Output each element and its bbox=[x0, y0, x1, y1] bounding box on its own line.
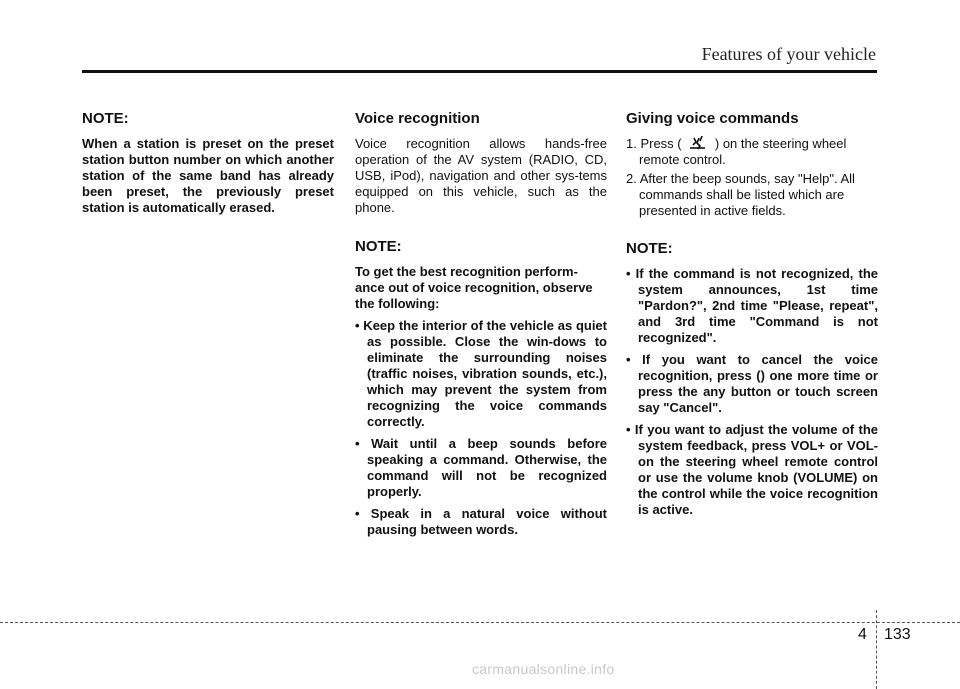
voice-command-icon bbox=[685, 136, 711, 150]
header-rule bbox=[82, 70, 877, 73]
note-heading: NOTE: bbox=[355, 238, 402, 255]
footer-vertical-divider bbox=[876, 610, 877, 689]
step1-text-after: ) on the steering wheel remote control. bbox=[639, 136, 847, 167]
section-title-giving-voice-commands: Giving voice commands bbox=[626, 110, 799, 127]
note-bullet-list bbox=[355, 318, 607, 538]
step1-text-before: 1. Press ( bbox=[626, 136, 682, 151]
list-item: • Wait until a beep sounds before speaking a command. Otherwise, the command will not be recognized properly. bbox=[355, 436, 607, 499]
column-middle bbox=[355, 110, 607, 544]
watermark: carmanualsonline.info bbox=[472, 661, 615, 677]
steps-list bbox=[626, 136, 878, 219]
column-left bbox=[82, 110, 334, 216]
list-item: • If the command is not recognized, the system announces, 1st time "Pardon?", 2nd time "Please, repeat", and 3rd time "Command is not recognized". bbox=[626, 266, 878, 345]
chapter-number: 4 bbox=[858, 626, 867, 643]
footer-divider bbox=[0, 622, 960, 623]
column-right bbox=[626, 110, 878, 524]
intro-paragraph: Voice recognition allows hands-free operation of the AV system (RADIO, CD, USB, iPod), navigation and other sys-tems equipped on this vehicle, such as the phone. bbox=[355, 136, 607, 215]
note-bullet-list bbox=[626, 266, 878, 518]
header-title: Features of your vehicle bbox=[701, 44, 876, 64]
list-item: • Keep the interior of the vehicle as quiet as possible. Close the win-dows to eliminate the surrounding noises (traffic noises, vibration sounds, etc.), which may prevent the system from recognizing the voice commands correctly. bbox=[355, 318, 607, 429]
page-number: 133 bbox=[884, 626, 911, 643]
section-title-voice-recognition: Voice recognition bbox=[355, 110, 480, 127]
note-intro: To get the best recognition perform-ance out of voice recognition, observe the following: bbox=[355, 264, 593, 311]
list-item: • If you want to cancel the voice recognition, press () one more time or press the any button or touch screen say "Cancel". bbox=[626, 352, 878, 415]
note-heading: NOTE: bbox=[82, 110, 129, 127]
list-item: • Speak in a natural voice without pausing between words. bbox=[355, 506, 607, 537]
note-heading: NOTE: bbox=[626, 240, 673, 257]
step-item: 2. After the beep sounds, say "Help". All commands shall be listed which are presented in active fields. bbox=[626, 171, 855, 218]
note-text: When a station is preset on the preset station button number on which another station of the same band has already been preset, the previously preset station is automatically erased. bbox=[82, 136, 334, 215]
list-item: • If you want to adjust the volume of the system feedback, press VOL+ or VOL-on the steering wheel remote control or use the volume knob (VOLUME) on the control while the voice recognition is active. bbox=[626, 422, 878, 517]
step-item bbox=[626, 136, 878, 168]
